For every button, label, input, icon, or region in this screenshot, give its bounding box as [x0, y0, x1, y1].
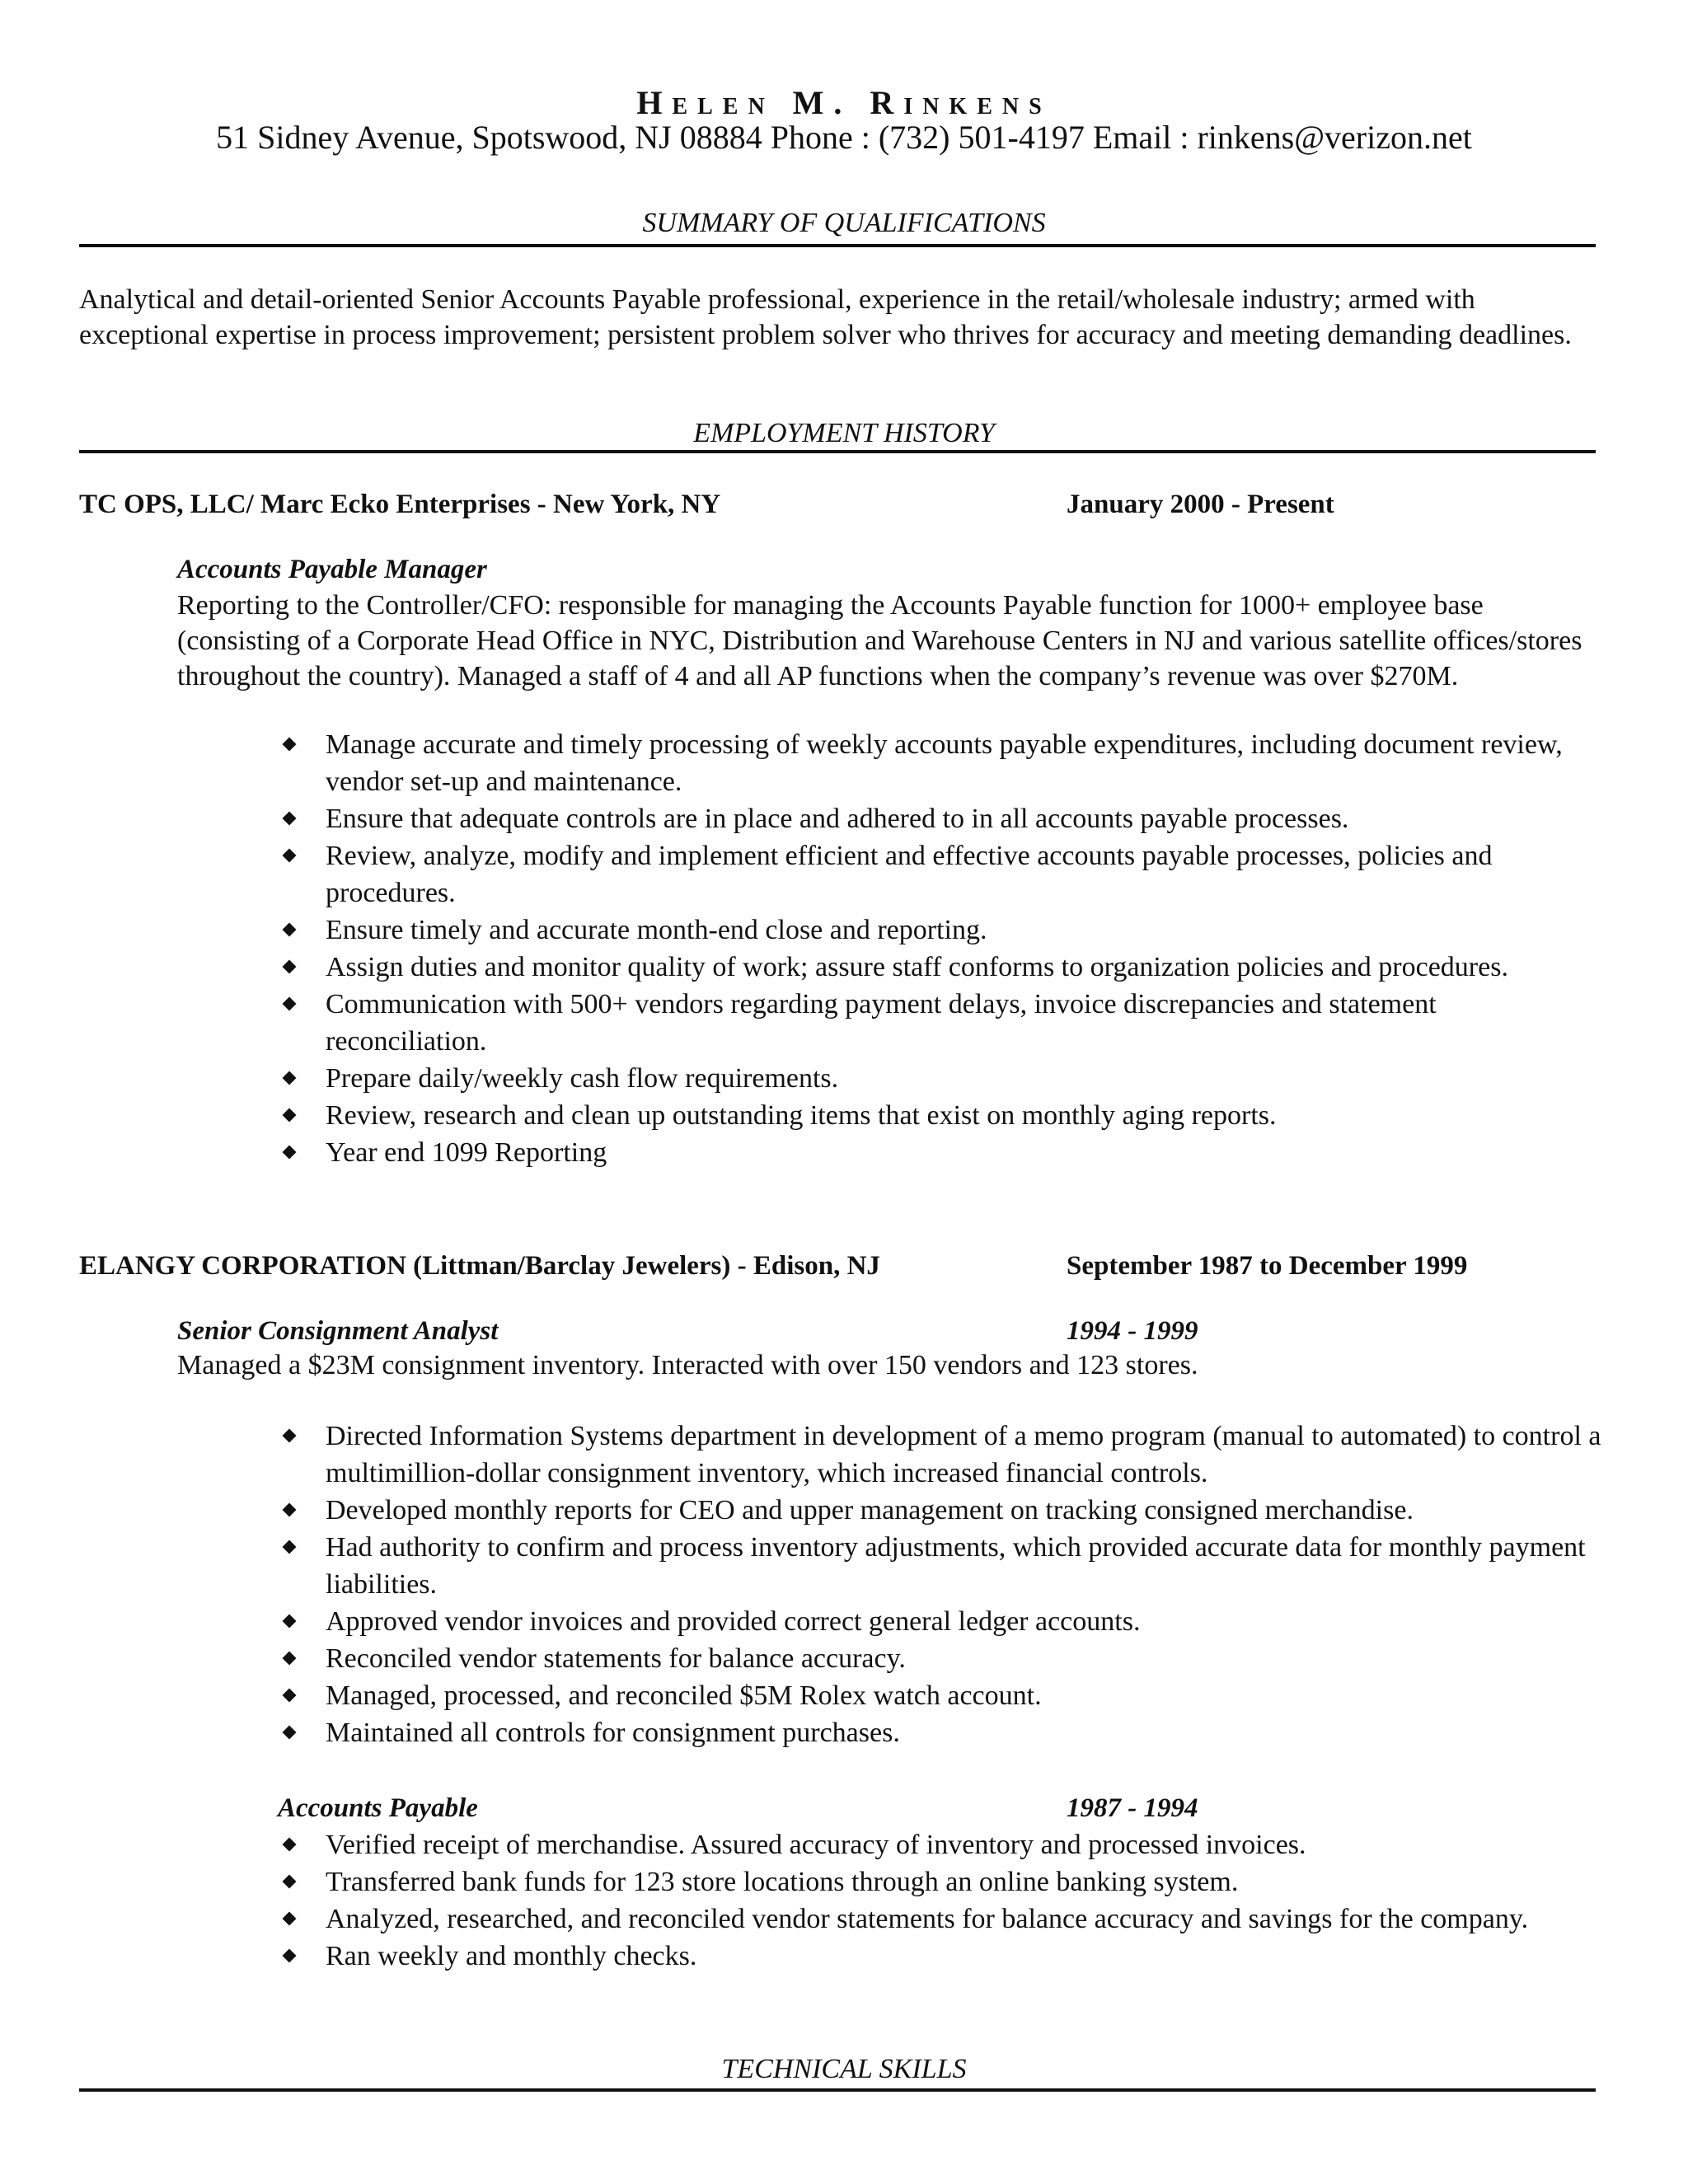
- diamond-bullet-icon: [283, 1146, 297, 1160]
- job2-role1-title: Senior Consignment Analyst: [177, 1316, 499, 1346]
- job2-role1-bullet-list: [326, 1418, 1603, 1751]
- job2-dates: September 1987 to December 1999: [1067, 1251, 1468, 1281]
- list-item: Prepare daily/weekly cash flow requirements.: [326, 1060, 1603, 1097]
- diamond-bullet-icon: [283, 1615, 297, 1629]
- job1-role: Accounts Payable Manager: [177, 555, 487, 584]
- list-item: Ensure timely and accurate month-end close and reporting.: [326, 912, 1603, 949]
- diamond-bullet-icon: [283, 1540, 297, 1554]
- summary-rule: [79, 244, 1596, 247]
- diamond-bullet-icon: [283, 1912, 297, 1926]
- candidate-name: Helen M. Rinkens: [636, 84, 1052, 121]
- summary-text: Analytical and detail-oriented Senior Accounts Payable professional, experience in the retail/wholesale industry; armed with exceptional expertise in process improvement; persistent problem solver who thrives for accuracy and meeting demanding deadlines.: [79, 284, 1572, 350]
- job2-role2-bullet-list: [326, 1826, 1603, 1975]
- job1-bullet-list: [326, 726, 1603, 1171]
- diamond-bullet-icon: [283, 923, 297, 937]
- skills-heading: TECHNICAL SKILLS: [721, 2054, 967, 2084]
- diamond-bullet-icon: [283, 1503, 297, 1517]
- list-item: Transferred bank funds for 123 store locations through an online banking system.: [326, 1863, 1603, 1900]
- diamond-bullet-icon: [283, 1689, 297, 1703]
- job1-dates: January 2000 - Present: [1067, 490, 1334, 519]
- diamond-bullet-icon: [283, 849, 297, 863]
- diamond-bullet-icon: [283, 738, 297, 752]
- diamond-bullet-icon: [283, 1726, 297, 1740]
- diamond-bullet-icon: [283, 1838, 297, 1852]
- job2-role2-years: 1987 - 1994: [1067, 1793, 1198, 1823]
- list-item: Manage accurate and timely processing of weekly accounts payable expenditures, including document review, vendor set-up and maintenance.: [326, 726, 1603, 800]
- list-item: Managed, processed, and reconciled $5M Rolex watch account.: [326, 1677, 1603, 1714]
- employment-heading: EMPLOYMENT HISTORY: [693, 418, 995, 448]
- list-item: Ran weekly and monthly checks.: [326, 1938, 1603, 1975]
- list-item: Year end 1099 Reporting: [326, 1134, 1603, 1171]
- employment-rule: [79, 450, 1596, 453]
- list-item: Assign duties and monitor quality of work; assure staff conforms to organization policies and procedures.: [326, 949, 1603, 986]
- diamond-bullet-icon: [283, 997, 297, 1011]
- job2-role1-years: 1994 - 1999: [1067, 1316, 1198, 1346]
- diamond-bullet-icon: [283, 1875, 297, 1889]
- job1-description: Reporting to the Controller/CFO: responsible for managing the Accounts Payable function for 1000+ employee base (consisting of a Corporate Head Office in NYC, Distribution and Warehouse Centers in NJ and various satellite offices/stores throughout the country). Managed a staff of 4 and all AP functions when the company’s revenue was over $270M.: [177, 590, 1582, 691]
- list-item: Analyzed, researched, and reconciled vendor statements for balance accuracy and savings for the company.: [326, 1900, 1603, 1938]
- list-item: Communication with 500+ vendors regarding payment delays, invoice discrepancies and statement reconciliation.: [326, 986, 1603, 1060]
- diamond-bullet-icon: [283, 1429, 297, 1443]
- list-item: Had authority to confirm and process inventory adjustments, which provided accurate data for monthly payment liabilities.: [326, 1529, 1603, 1603]
- diamond-bullet-icon: [283, 812, 297, 826]
- list-item: Review, analyze, modify and implement efficient and effective accounts payable processes, policies and procedures.: [326, 837, 1603, 912]
- job2-role1-description: Managed a $23M consignment inventory. Interacted with over 150 vendors and 123 stores.: [177, 1350, 1198, 1380]
- diamond-bullet-icon: [283, 1108, 297, 1122]
- job1-company: TC OPS, LLC/ Marc Ecko Enterprises - New York, NY: [79, 490, 721, 519]
- job2-company: ELANGY CORPORATION (Littman/Barclay Jewelers) - Edison, NJ: [79, 1251, 880, 1281]
- list-item: Verified receipt of merchandise. Assured accuracy of inventory and processed invoices.: [326, 1826, 1603, 1863]
- diamond-bullet-icon: [283, 1652, 297, 1666]
- list-item: Directed Information Systems department in development of a memo program (manual to automated) to control a multimillion-dollar consignment inventory, which increased financial controls.: [326, 1418, 1603, 1492]
- diamond-bullet-icon: [283, 1071, 297, 1085]
- skills-rule: [79, 2088, 1596, 2092]
- diamond-bullet-icon: [283, 960, 297, 974]
- list-item: Ensure that adequate controls are in place and adhered to in all accounts payable processes.: [326, 800, 1603, 837]
- list-item: Approved vendor invoices and provided correct general ledger accounts.: [326, 1603, 1603, 1640]
- diamond-bullet-icon: [283, 1949, 297, 1963]
- job2-role2-title: Accounts Payable: [278, 1793, 478, 1823]
- list-item: Maintained all controls for consignment purchases.: [326, 1714, 1603, 1751]
- list-item: Reconciled vendor statements for balance accuracy.: [326, 1640, 1603, 1677]
- summary-heading: SUMMARY OF QUALIFICATIONS: [642, 208, 1046, 238]
- list-item: Developed monthly reports for CEO and upper management on tracking consigned merchandise.: [326, 1492, 1603, 1529]
- contact-line: 51 Sidney Avenue, Spotswood, NJ 08884 Phone : (732) 501-4197 Email : rinkens@verizon.net: [216, 119, 1472, 156]
- list-item: Review, research and clean up outstanding items that exist on monthly aging reports.: [326, 1097, 1603, 1134]
